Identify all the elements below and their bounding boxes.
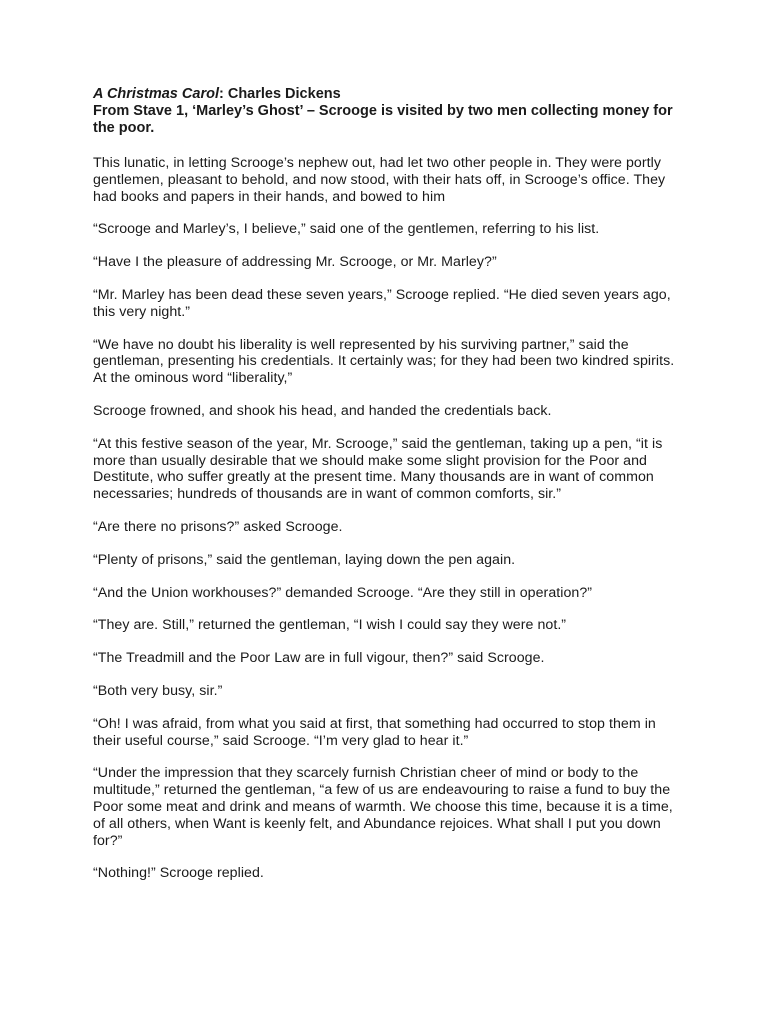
- paragraph-3: “Have I the pleasure of addressing Mr. Scrooge, or Mr. Marley?”: [93, 254, 497, 271]
- paragraph-7: “At this festive season of the year, Mr. Scrooge,” said the gentleman, taking up a pen, “it is more than usually desirable that we should make some slight provision for the Poor and Destitute, who suffer greatly at the present time. Many thousands are in want of common necessaries; hundreds of thousands are in want of common comforts, sir.”: [93, 435, 663, 503]
- paragraph-9: “Plenty of prisons,” said the gentleman, laying down the pen again.: [93, 551, 516, 568]
- paragraph-1: This lunatic, in letting Scrooge’s nephew out, had let two other people in. They were portly gentlemen, pleasant to behold, and now stood, with their hats off, in Scrooge’s office. They had books and papers in their hands, and bowed to him: [93, 155, 666, 205]
- paragraph-12: “The Treadmill and the Poor Law are in full vigour, then?” said Scrooge.: [93, 650, 545, 667]
- document-subtitle: From Stave 1, ‘Marley’s Ghost’ – Scrooge is visited by two men collecting money for the poor.: [93, 103, 673, 136]
- paragraph-5: “We have no doubt his liberality is well represented by his surviving partner,” said the gentleman, presenting his credentials. It certainly was; for they had been two kindred spirits. At the ominous word “liberality,”: [93, 336, 675, 387]
- document-page: [93, 86, 683, 898]
- title-separator: :: [218, 86, 224, 102]
- paragraph-16: “Nothing!” Scrooge replied.: [93, 865, 264, 882]
- paragraph-6: Scrooge frowned, and shook his head, and handed the credentials back.: [93, 402, 552, 419]
- paragraph-14: “Oh! I was afraid, from what you said at first, that something had occurred to stop them in their useful course,” said Scrooge. “I’m very glad to hear it.”: [93, 715, 656, 749]
- paragraph-2: “Scrooge and Marley’s, I believe,” said one of the gentlemen, referring to his list.: [93, 221, 600, 238]
- work-title: A Christmas Carol: [93, 86, 219, 102]
- paragraph-8: “Are there no prisons?” asked Scrooge.: [93, 518, 343, 535]
- paragraph-4: “Mr. Marley has been dead these seven years,” Scrooge replied. “He died seven years ago, this very night.”: [93, 286, 671, 320]
- paragraph-13: “Both very busy, sir.”: [93, 682, 223, 699]
- paragraph-15: “Under the impression that they scarcely furnish Christian cheer of mind or body to the multitude,” returned the gentleman, “a few of us are endeavouring to raise a fund to buy the Poor some meat and drink and means of warmth. We choose this time, because it is a time, of all others, when Want is keenly felt, and Abundance rejoices. What shall I put you down for?”: [93, 765, 673, 849]
- paragraph-11: “They are. Still,” returned the gentleman, “I wish I could say they were not.”: [93, 617, 567, 634]
- paragraph-10: “And the Union workhouses?” demanded Scrooge. “Are they still in operation?”: [93, 584, 593, 601]
- author-name: Charles Dickens: [223, 86, 341, 102]
- document-title: [93, 86, 683, 103]
